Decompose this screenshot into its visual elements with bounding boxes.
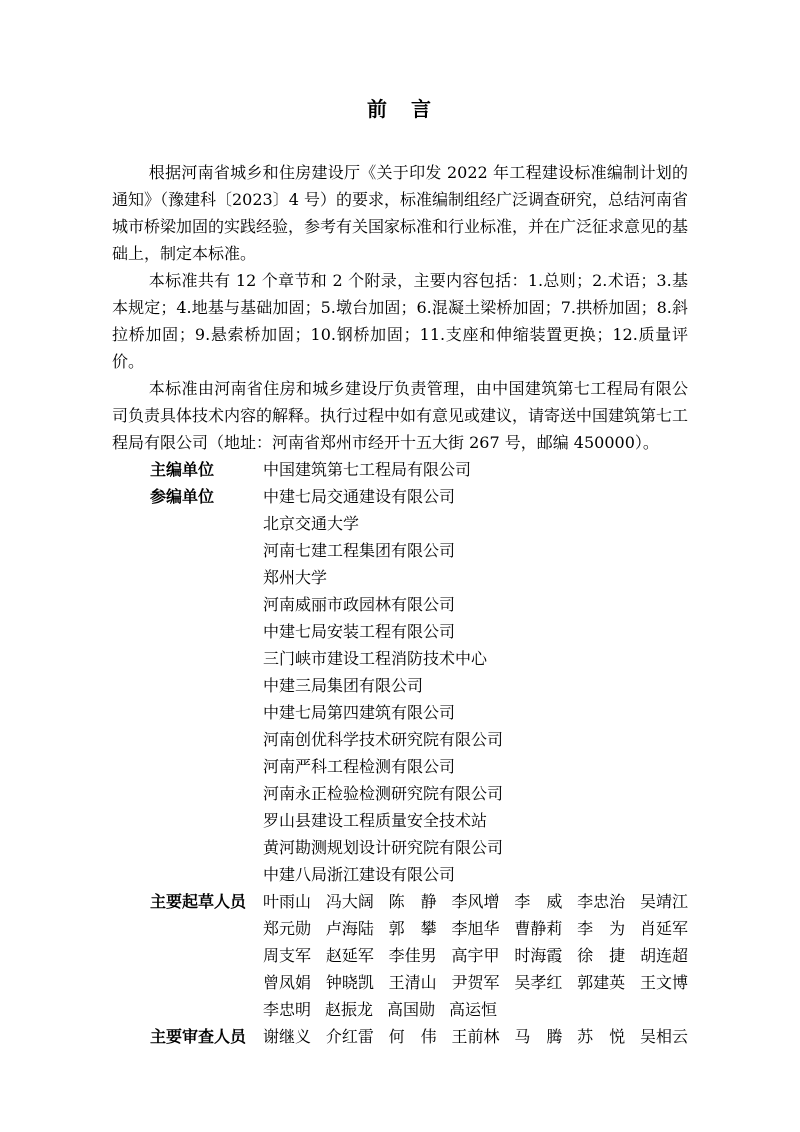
person-name: 谢继义 xyxy=(263,1027,312,1046)
unit-name: 中建七局交通建设有限公司 xyxy=(263,487,456,506)
unit-name: 中建三局集团有限公司 xyxy=(263,676,424,695)
person-name: 钟晓凯 xyxy=(325,973,374,992)
unit-name: 罗山县建设工程质量安全技术站 xyxy=(263,811,488,830)
paragraph-contents: 本标准共有 12 个章节和 2 个附录，主要内容包括：1.总则；2.术语；3.基本规定；4.地基与基础加固；5.墩台加固；6.混凝土梁桥加固；7.拱桥加固；8.斜拉桥加固；9.悬索桥加固；10.钢桥加固；11.支座和伸缩装置更换；12.质量评价。 xyxy=(112,271,688,371)
name-row xyxy=(263,969,688,996)
person-name: 王清山 xyxy=(388,973,437,992)
person-name: 赵振龙 xyxy=(325,1000,374,1019)
person-name: 李佳男 xyxy=(388,946,437,965)
person-name: 高宇甲 xyxy=(451,946,500,965)
person-name: 时海霞 xyxy=(514,946,563,965)
person-name: 李风增 xyxy=(451,892,500,911)
person-name: 卢海陆 xyxy=(325,919,374,938)
person-name: 郭建英 xyxy=(577,973,626,992)
person-name: 郭 攀 xyxy=(388,919,437,938)
drafters-section xyxy=(112,888,688,1023)
participants-units-list xyxy=(263,483,688,888)
drafters-label: 主要起草人员 xyxy=(150,892,247,911)
chief-editor-units-list xyxy=(263,456,688,483)
person-name: 徐 捷 xyxy=(577,946,626,965)
person-name: 李忠明 xyxy=(263,1000,312,1019)
person-name: 曹静莉 xyxy=(514,919,563,938)
chief-editor-section xyxy=(112,456,688,483)
person-name: 吴孝红 xyxy=(514,973,563,992)
person-name: 周支军 xyxy=(263,946,312,965)
person-name: 冯大阔 xyxy=(325,892,374,911)
person-name: 介红雷 xyxy=(325,1027,374,1046)
name-row xyxy=(263,1023,688,1050)
unit-name: 河南威丽市政园林有限公司 xyxy=(263,595,456,614)
person-name: 郑元勋 xyxy=(263,919,312,938)
person-name: 王前林 xyxy=(451,1027,500,1046)
unit-name: 三门峡市建设工程消防技术中心 xyxy=(263,649,488,668)
person-name: 曾凤娟 xyxy=(263,973,312,992)
person-name: 马 腾 xyxy=(514,1027,563,1046)
person-name: 叶雨山 xyxy=(263,892,312,911)
unit-name: 中建七局安装工程有限公司 xyxy=(263,622,456,641)
paragraph-basis: 根据河南省城乡和住房建设厅《关于印发 2022 年工程建设标准编制计划的通知》（豫建科〔2023〕4 号）的要求，标准编制组经广泛调查研究，总结河南省城市桥梁加固的实践经验，参考有关国家标准和行业标准，并在广泛征求意见的基础上，制定本标准。 xyxy=(112,163,689,263)
person-name: 李旭华 xyxy=(451,919,500,938)
unit-name: 中建八局浙江建设有限公司 xyxy=(263,865,456,884)
document-content xyxy=(0,95,800,1050)
person-name: 李 威 xyxy=(514,892,563,911)
unit-name: 河南七建工程集团有限公司 xyxy=(263,541,456,560)
participants-section xyxy=(112,483,688,888)
participants-label: 参编单位 xyxy=(150,487,215,506)
unit-name: 河南永正检验检测研究院有限公司 xyxy=(263,784,504,803)
page-title: 前 言 xyxy=(367,97,433,121)
unit-name: 河南创优科学技术研究院有限公司 xyxy=(263,730,504,749)
person-name: 李忠治 xyxy=(577,892,626,911)
name-row xyxy=(263,915,688,942)
unit-name: 河南严科工程检测有限公司 xyxy=(263,757,456,776)
unit-name: 中建七局第四建筑有限公司 xyxy=(263,703,456,722)
person-name: 胡连超 xyxy=(639,946,688,965)
person-name: 吴相云 xyxy=(639,1027,688,1046)
reviewers-section xyxy=(112,1023,688,1050)
person-name: 高运恒 xyxy=(449,1000,498,1019)
unit-name: 郑州大学 xyxy=(263,568,328,587)
person-name: 何 伟 xyxy=(388,1027,437,1046)
drafters-names-list xyxy=(263,888,688,1023)
name-row xyxy=(263,942,688,969)
person-name: 李 为 xyxy=(577,919,626,938)
person-name: 肖延军 xyxy=(639,919,688,938)
person-name: 苏 悦 xyxy=(577,1027,626,1046)
chief-editor-label: 主编单位 xyxy=(150,460,215,479)
name-row xyxy=(263,888,688,915)
paragraph-management: 本标准由河南省住房和城乡建设厅负责管理，由中国建筑第七工程局有限公司负责具体技术内容的解释。执行过程中如有意见或建议，请寄送中国建筑第七工程局有限公司（地址：河南省郑州市经开十五大街 267 号，邮编 450000）。 xyxy=(112,379,689,452)
person-name: 陈 静 xyxy=(388,892,437,911)
reviewers-names-list xyxy=(263,1023,688,1050)
person-name: 王文博 xyxy=(639,973,688,992)
unit-name: 北京交通大学 xyxy=(263,514,360,533)
person-name: 赵延军 xyxy=(325,946,374,965)
person-name: 高国勋 xyxy=(387,1000,436,1019)
reviewers-label: 主要审查人员 xyxy=(150,1027,247,1046)
unit-name: 黄河勘测规划设计研究院有限公司 xyxy=(263,838,504,857)
person-name: 吴靖江 xyxy=(639,892,688,911)
person-name: 尹贺军 xyxy=(451,973,500,992)
unit-name: 中国建筑第七工程局有限公司 xyxy=(263,460,472,479)
name-row xyxy=(263,996,688,1023)
